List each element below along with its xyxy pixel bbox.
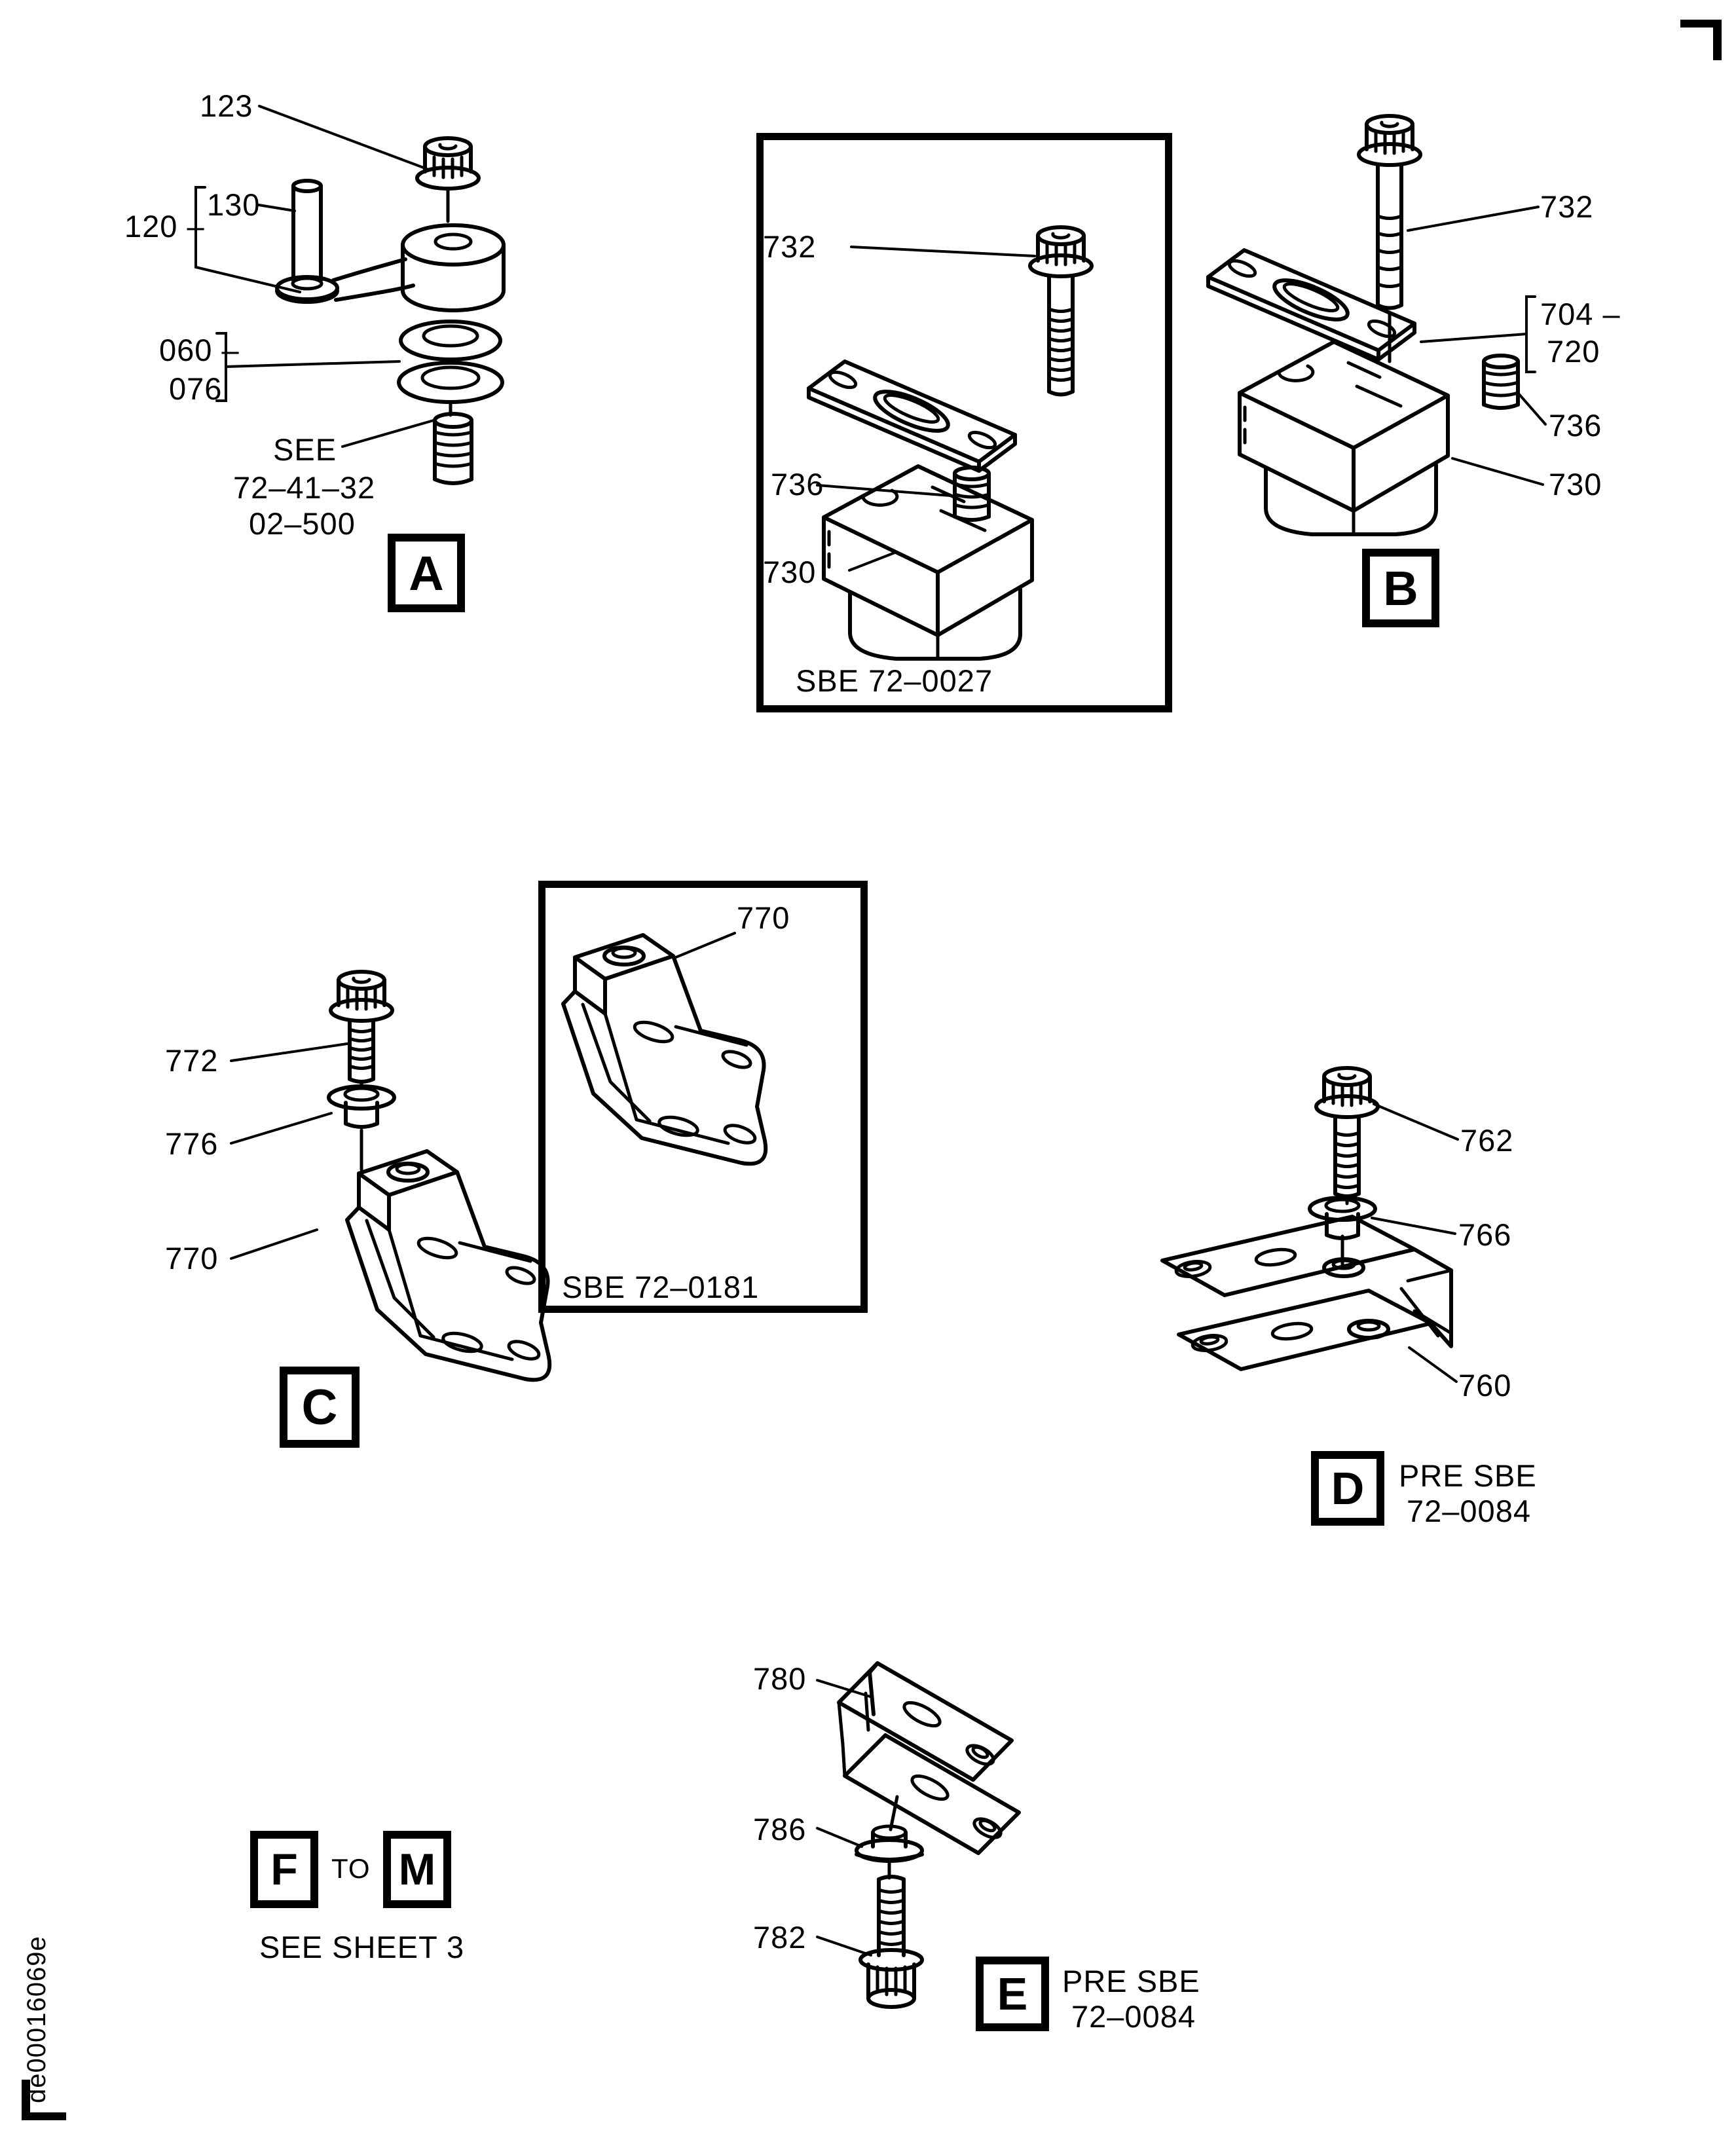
leader-060-076: [226, 361, 399, 367]
inset-box-sbe-72-0027: [756, 133, 1172, 712]
view-letter-c: C: [301, 1379, 338, 1435]
stud-736-drawing: [1484, 356, 1518, 408]
assembly-a-art: [196, 106, 504, 483]
bushing-786-drawing: [857, 1826, 922, 1861]
leader-130: [259, 205, 295, 211]
cross-ref-letter-box-f: [250, 1831, 318, 1908]
part-label-120: 120 –: [124, 209, 205, 244]
inset1-caption: SBE 72–0027: [796, 663, 993, 698]
part-label-720-b: 720: [1547, 334, 1600, 369]
part-label-786: 786: [753, 1812, 807, 1847]
see-ref-line2: 72–41–32: [233, 470, 376, 505]
bolt-782-drawing: [860, 1877, 922, 2007]
part-label-780: 780: [753, 1661, 807, 1696]
inset2-caption: SBE 72–0181: [562, 1270, 760, 1304]
part-label-736-b: 736: [1549, 408, 1602, 443]
view-letter-box-d: [1311, 1451, 1384, 1526]
pin-130-drawing: [277, 181, 337, 302]
leader-766: [1372, 1218, 1455, 1234]
bolt-732-drawing: [1359, 116, 1420, 361]
part-label-076: 076: [169, 371, 223, 406]
leader-736: [1518, 393, 1545, 424]
bolt-762-drawing: [1316, 1068, 1378, 1204]
link-arm-drawing: [333, 225, 504, 310]
leader-123: [259, 106, 427, 169]
leader-732: [1408, 207, 1538, 230]
part-label-730-box1: 730: [763, 555, 817, 589]
pre-sbe-note-e-line1: PRE SBE: [1062, 1964, 1200, 1998]
view-letter-b: B: [1383, 561, 1418, 616]
cross-ref-connector: TO: [331, 1853, 371, 1884]
bracket-780-drawing: [839, 1663, 1019, 1853]
cross-ref-letter-box-m: [383, 1831, 451, 1908]
bracket-760-drawing: [1162, 1217, 1451, 1369]
view-letter-a: A: [409, 545, 444, 600]
leader-770: [231, 1230, 317, 1259]
part-label-060: 060 –: [159, 333, 240, 367]
leader-780: [817, 1680, 872, 1697]
part-label-770-c: 770: [165, 1241, 219, 1276]
part-label-772: 772: [165, 1043, 219, 1078]
assembly-d-art: [1162, 1068, 1458, 1382]
bushing-776-drawing: [329, 1086, 394, 1127]
leader-782: [817, 1937, 871, 1955]
leader-786: [817, 1828, 862, 1847]
inset-box-sbe-72-0181: [538, 881, 868, 1313]
bushing-766-drawing: [1310, 1198, 1375, 1238]
part-label-704-b: 704 –: [1540, 297, 1621, 331]
part-label-762: 762: [1460, 1123, 1514, 1158]
washers-060-076-drawing: [399, 322, 502, 402]
nut-123-drawing: [417, 138, 479, 189]
view-letter-box-b: [1362, 549, 1439, 627]
part-label-732-b: 732: [1540, 189, 1594, 224]
view-letter-d: D: [1331, 1463, 1365, 1514]
document-code: de00016069e: [22, 1936, 51, 2103]
pre-sbe-note-e-line2: 72–0084: [1071, 1999, 1196, 2034]
bolt-772-drawing: [331, 972, 392, 1088]
see-ref-line1: SEE: [273, 432, 337, 467]
bracket-704-720: [1526, 297, 1535, 372]
part-label-123: 123: [200, 88, 253, 123]
see-ref-line3: 02–500: [249, 506, 356, 541]
stud-drawing: [435, 414, 471, 483]
bracket-770-drawing: [347, 1151, 549, 1380]
pre-sbe-note-d-line2: 72–0084: [1407, 1494, 1531, 1528]
part-label-770-box2: 770: [737, 900, 790, 935]
view-letter-box-a: [388, 534, 465, 612]
part-label-760: 760: [1458, 1368, 1512, 1403]
part-label-782: 782: [753, 1920, 807, 1955]
part-label-766: 766: [1458, 1217, 1512, 1252]
assembly-c-art: [231, 972, 549, 1380]
pre-sbe-note-d-line1: PRE SBE: [1399, 1458, 1537, 1493]
block-730-drawing: [1240, 342, 1448, 534]
plate-drawing: [1208, 250, 1414, 359]
part-label-730-b: 730: [1549, 467, 1602, 502]
leader-776: [231, 1113, 331, 1143]
part-label-130: 130: [207, 187, 261, 222]
corner-mark-top-right: [1680, 20, 1722, 60]
view-letter-box-e: [976, 1957, 1049, 2031]
part-label-736-box1: 736: [771, 467, 824, 502]
leader-772: [231, 1044, 347, 1061]
assembly-b-art: [1208, 116, 1545, 534]
view-letter-e: E: [997, 1968, 1028, 2019]
view-letter-box-c: [280, 1367, 360, 1448]
cross-ref-letter-f: F: [270, 1845, 298, 1894]
leader-730: [1452, 458, 1543, 485]
see-sheet-note: SEE SHEET 3: [259, 1930, 465, 1964]
cross-ref-letter-m: M: [398, 1845, 436, 1894]
assembly-e-art: [817, 1663, 1019, 2007]
part-label-776: 776: [165, 1126, 219, 1161]
leader-see-ref: [342, 420, 434, 447]
leader-760: [1409, 1348, 1456, 1382]
leader-762: [1374, 1104, 1458, 1139]
leader-704-720: [1421, 334, 1526, 342]
part-label-732-box1: 732: [763, 229, 817, 264]
